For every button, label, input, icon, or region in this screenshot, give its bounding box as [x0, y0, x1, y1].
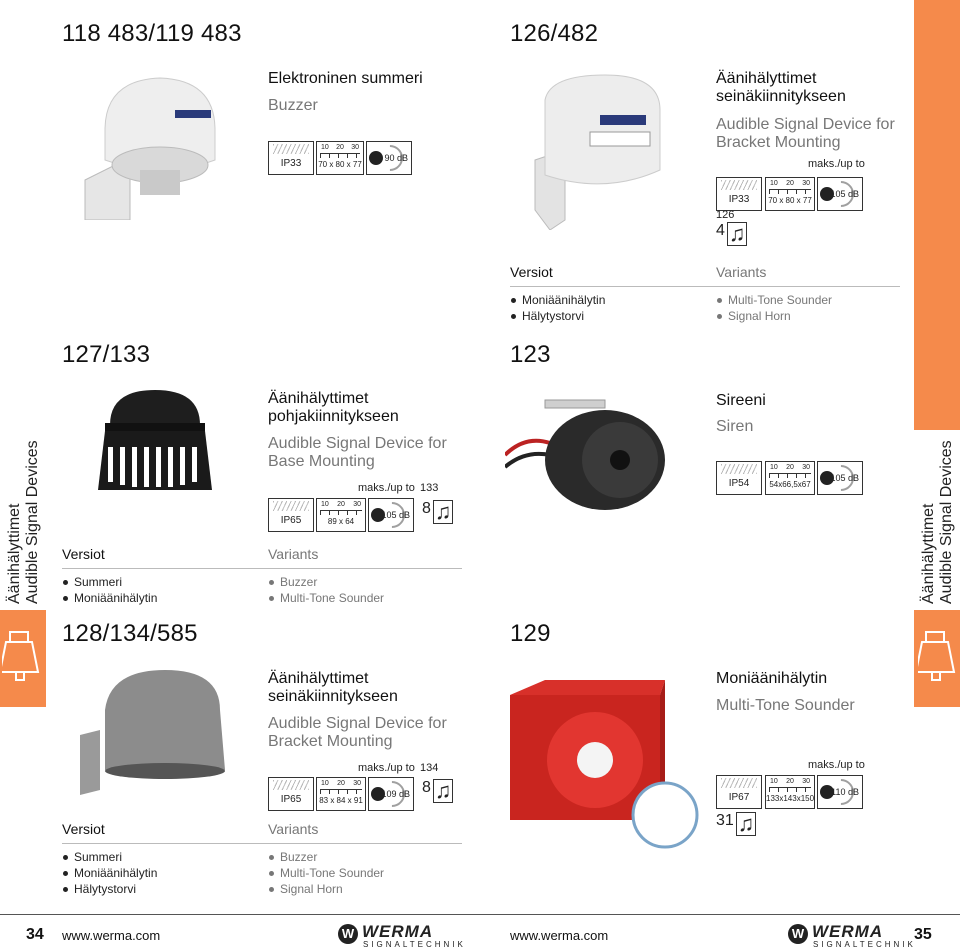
side-label-left: [6, 440, 42, 604]
side-label-en: Audible Signal Devices: [24, 440, 41, 604]
tone-count: 4 ♫: [716, 221, 746, 246]
product-title-en: Multi-Tone Sounder: [716, 697, 855, 714]
music-note-icon: ♫: [737, 811, 755, 836]
model-title: 128/134/585: [62, 620, 198, 647]
left-white-gap: [0, 0, 46, 430]
sub-model: 126: [716, 209, 735, 221]
tone-count: 8 ♫: [422, 778, 452, 803]
ip-rating: IP65: [280, 794, 302, 805]
list-item: Signal Horn: [716, 308, 832, 324]
page-number-right: 35: [914, 926, 932, 943]
variants-list: [716, 292, 832, 324]
product-title-en: Audible Signal Device for Bracket Mounting: [716, 116, 895, 151]
variants-label: Variants: [716, 264, 767, 280]
music-note-icon: ♫: [728, 221, 746, 246]
ip-rating-box: [268, 141, 314, 175]
product-title-en: Audible Signal Device for Bracket Mounting: [268, 715, 447, 750]
model-title: 129: [510, 620, 551, 647]
list-item: Moniäänihälytin: [62, 865, 157, 881]
product-title-fi: Äänihälyttimet pohjakiinnitykseen: [268, 390, 399, 425]
horn-icon-left: [2, 620, 42, 690]
variants-label: Variants: [268, 546, 319, 562]
max-label: maks./up to: [358, 762, 415, 774]
sound-level-box: [366, 141, 412, 175]
side-label-right: [920, 440, 956, 604]
product-title-fi: Moniäänihälytin: [716, 670, 828, 687]
sound-level: 110 dB: [831, 787, 859, 797]
base-sounder-product-image: [90, 385, 220, 500]
sound-level-box: [368, 498, 414, 532]
versiot-list: [62, 849, 157, 897]
list-item: Buzzer: [268, 574, 384, 590]
ip-rating-box: [716, 461, 762, 495]
versiot-list: [510, 292, 605, 324]
dimension-box: 10 20 30 70 x 80 x 77: [316, 141, 364, 175]
versiot-list: [62, 574, 157, 606]
ip-rating: IP67: [728, 792, 750, 803]
ip-rating-box: [268, 777, 314, 811]
dimension-box: 10 20 30 83 x 84 x 91: [316, 777, 366, 811]
versiot-label: Versiot: [510, 264, 553, 280]
side-label-fi: Äänihälyttimet: [920, 503, 937, 604]
variants-list: [268, 849, 384, 897]
dimension-box: 10 20 30 54x66,5x67: [765, 461, 815, 495]
max-label: maks./up to: [358, 482, 415, 494]
website-link-left[interactable]: www.werma.com: [62, 928, 161, 943]
dimension-box: 10 20 30 70 x 80 x 77: [765, 177, 815, 211]
product-title-fi: Äänihälyttimet seinäkiinnitykseen: [268, 670, 398, 705]
sub-model: 133: [420, 482, 439, 494]
grey-sounder-product-image: [80, 665, 230, 795]
divider: [62, 568, 462, 569]
horn-icon-right: [918, 620, 958, 690]
sound-level: 105 dB: [381, 510, 410, 520]
side-label-fi: Äänihälyttimet: [6, 503, 23, 604]
list-item: Multi-Tone Sounder: [268, 590, 384, 606]
variants-label: Variants: [268, 821, 319, 837]
product-title-en: Siren: [716, 418, 754, 435]
tone-count: 8 ♫: [422, 499, 452, 524]
ip-rating: IP65: [280, 515, 302, 526]
ip-rating-box: [268, 498, 314, 532]
divider: [62, 843, 462, 844]
side-label-en: Audible Signal Devices: [938, 440, 955, 604]
tone-count: 31 ♫: [716, 811, 755, 836]
product-title-fi: Elektroninen summeri: [268, 70, 423, 87]
model-title: 123: [510, 341, 551, 368]
list-item: Moniäänihälytin: [510, 292, 605, 308]
sound-level: 90 dB: [384, 153, 408, 163]
sound-level-box: [368, 777, 414, 811]
list-item: Multi-Tone Sounder: [268, 865, 384, 881]
dimensions: 133x143x150: [766, 794, 815, 803]
product-title-en: Audible Signal Device for Base Mounting: [268, 435, 447, 470]
music-note-icon: ♫: [434, 778, 452, 803]
model-title: 118 483/119 483: [62, 20, 242, 47]
max-label: maks./up to: [808, 759, 865, 771]
dimensions: 70 x 80 x 77: [768, 196, 812, 205]
sound-level: 105 dB: [830, 473, 859, 483]
divider: [510, 286, 900, 287]
sound-level-box: [817, 461, 863, 495]
sound-level: 109 dB: [381, 789, 410, 799]
werma-logo-left: W WERMA SIGNALTECHNIK: [338, 922, 468, 948]
sound-level-box: [817, 775, 863, 809]
siren-product-image: [505, 395, 685, 515]
sub-model: 134: [420, 762, 439, 774]
music-note-icon: ♫: [434, 499, 452, 524]
ip-rating-box: [716, 177, 762, 211]
buzzer-product-image: [75, 70, 235, 220]
versiot-label: Versiot: [62, 821, 105, 837]
sound-level-box: [817, 177, 863, 211]
list-item: Signal Horn: [268, 881, 384, 897]
website-link-right[interactable]: www.werma.com: [510, 928, 609, 943]
dimensions: 70 x 80 x 77: [318, 160, 362, 169]
list-item: Summeri: [62, 574, 157, 590]
list-item: Summeri: [62, 849, 157, 865]
dimensions: 89 x 64: [327, 517, 355, 526]
list-item: Moniäänihälytin: [62, 590, 157, 606]
dimension-box: 10 20 30 89 x 64: [316, 498, 366, 532]
list-item: Buzzer: [268, 849, 384, 865]
max-label: maks./up to: [808, 158, 865, 170]
model-title: 127/133: [62, 341, 151, 368]
product-title-fi: Äänihälyttimet seinäkiinnitykseen: [716, 70, 846, 105]
list-item: Hälytystorvi: [62, 881, 157, 897]
bracket-sounder-product-image: [530, 70, 680, 230]
footer-divider: [0, 914, 960, 915]
product-title-fi: Sireeni: [716, 392, 766, 409]
ip-rating: IP54: [728, 478, 750, 489]
model-title: 126/482: [510, 20, 599, 47]
ip-rating: IP33: [280, 158, 302, 169]
red-sounder-product-image: [505, 675, 705, 850]
werma-logo-right: W WERMA SIGNALTECHNIK: [788, 922, 918, 948]
page-number-left: 34: [26, 926, 44, 943]
dimensions: 83 x 84 x 91: [319, 796, 363, 805]
ip-rating-box: [716, 775, 762, 809]
versiot-label: Versiot: [62, 546, 105, 562]
variants-list: [268, 574, 384, 606]
sound-level: 105 dB: [830, 189, 859, 199]
dimension-box: 10 20 30 133x143x150: [765, 775, 815, 809]
dimensions: 54x66,5x67: [769, 480, 811, 489]
list-item: Multi-Tone Sounder: [716, 292, 832, 308]
list-item: Hälytystorvi: [510, 308, 605, 324]
ip-rating: IP33: [728, 194, 750, 205]
product-title-en: Buzzer: [268, 97, 318, 114]
